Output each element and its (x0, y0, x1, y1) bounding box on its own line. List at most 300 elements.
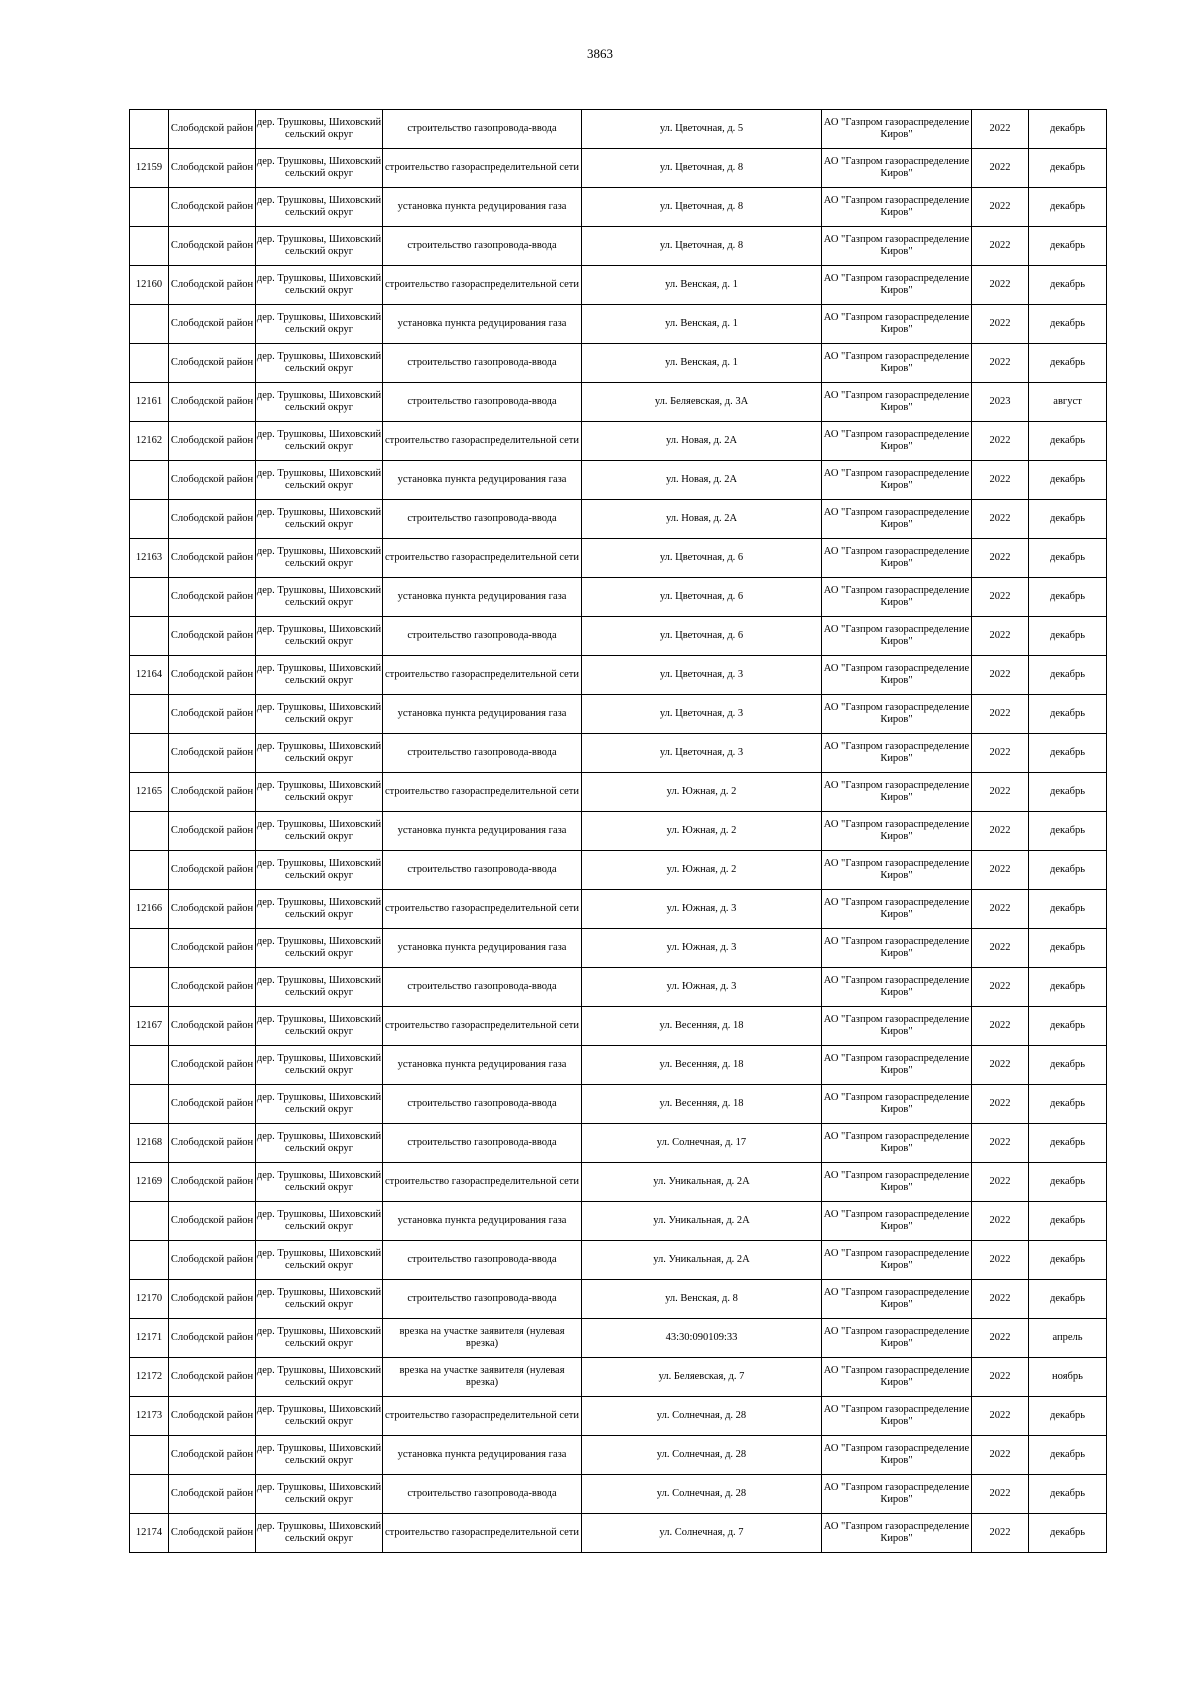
month-cell: декабрь (1029, 1163, 1107, 1202)
row-number: 12167 (130, 1007, 169, 1046)
settlement-cell: дер. Трушковы, Шиховский сельский округ (256, 929, 383, 968)
row-number: 12160 (130, 266, 169, 305)
row-number (130, 812, 169, 851)
district-cell: Слободской район (169, 1202, 256, 1241)
address-cell: ул. Новая, д. 2А (582, 500, 822, 539)
settlement-cell: дер. Трушковы, Шиховский сельский округ (256, 1514, 383, 1553)
work-type-cell: установка пункта редуцирования газа (383, 1436, 582, 1475)
table-row (130, 149, 1107, 188)
settlement-cell: дер. Трушковы, Шиховский сельский округ (256, 812, 383, 851)
row-number: 12162 (130, 422, 169, 461)
gasification-table (129, 109, 1107, 1553)
district-cell: Слободской район (169, 617, 256, 656)
row-number: 12163 (130, 539, 169, 578)
table-row (130, 1514, 1107, 1553)
address-cell: ул. Новая, д. 2А (582, 422, 822, 461)
address-cell: ул. Цветочная, д. 3 (582, 734, 822, 773)
year-cell: 2022 (972, 734, 1029, 773)
district-cell: Слободской район (169, 1397, 256, 1436)
work-type-cell: строительство газопровода-ввода (383, 383, 582, 422)
month-cell: декабрь (1029, 227, 1107, 266)
district-cell: Слободской район (169, 383, 256, 422)
work-type-cell: строительство газопровода-ввода (383, 1085, 582, 1124)
month-cell: декабрь (1029, 1397, 1107, 1436)
year-cell: 2022 (972, 110, 1029, 149)
year-cell: 2022 (972, 1514, 1029, 1553)
district-cell: Слободской район (169, 1436, 256, 1475)
settlement-cell: дер. Трушковы, Шиховский сельский округ (256, 890, 383, 929)
year-cell: 2022 (972, 227, 1029, 266)
organization-cell: АО "Газпром газораспределение Киров" (822, 1241, 972, 1280)
work-type-cell: строительство газопровода-ввода (383, 110, 582, 149)
district-cell: Слободской район (169, 1007, 256, 1046)
organization-cell: АО "Газпром газораспределение Киров" (822, 1358, 972, 1397)
row-number: 12165 (130, 773, 169, 812)
row-number (130, 1046, 169, 1085)
row-number: 12159 (130, 149, 169, 188)
organization-cell: АО "Газпром газораспределение Киров" (822, 266, 972, 305)
settlement-cell: дер. Трушковы, Шиховский сельский округ (256, 1046, 383, 1085)
month-cell: декабрь (1029, 1241, 1107, 1280)
district-cell: Слободской район (169, 812, 256, 851)
district-cell: Слободской район (169, 422, 256, 461)
address-cell: ул. Весенняя, д. 18 (582, 1046, 822, 1085)
address-cell: ул. Южная, д. 3 (582, 929, 822, 968)
district-cell: Слободской район (169, 929, 256, 968)
year-cell: 2022 (972, 1436, 1029, 1475)
settlement-cell: дер. Трушковы, Шиховский сельский округ (256, 1319, 383, 1358)
month-cell: декабрь (1029, 812, 1107, 851)
work-type-cell: строительство газопровода-ввода (383, 734, 582, 773)
row-number: 12172 (130, 1358, 169, 1397)
table-row (130, 1124, 1107, 1163)
organization-cell: АО "Газпром газораспределение Киров" (822, 305, 972, 344)
row-number (130, 1436, 169, 1475)
settlement-cell: дер. Трушковы, Шиховский сельский округ (256, 539, 383, 578)
row-number (130, 1085, 169, 1124)
settlement-cell: дер. Трушковы, Шиховский сельский округ (256, 1280, 383, 1319)
organization-cell: АО "Газпром газораспределение Киров" (822, 344, 972, 383)
organization-cell: АО "Газпром газораспределение Киров" (822, 383, 972, 422)
table-row (130, 110, 1107, 149)
table-row (130, 578, 1107, 617)
address-cell: ул. Цветочная, д. 5 (582, 110, 822, 149)
work-type-cell: строительство газораспределительной сети (383, 1397, 582, 1436)
table-row (130, 1436, 1107, 1475)
settlement-cell: дер. Трушковы, Шиховский сельский округ (256, 383, 383, 422)
row-number (130, 1241, 169, 1280)
district-cell: Слободской район (169, 773, 256, 812)
organization-cell: АО "Газпром газораспределение Киров" (822, 1124, 972, 1163)
work-type-cell: установка пункта редуцирования газа (383, 812, 582, 851)
organization-cell: АО "Газпром газораспределение Киров" (822, 500, 972, 539)
address-cell: ул. Цветочная, д. 8 (582, 227, 822, 266)
district-cell: Слободской район (169, 149, 256, 188)
month-cell: декабрь (1029, 422, 1107, 461)
table-row (130, 461, 1107, 500)
organization-cell: АО "Газпром газораспределение Киров" (822, 890, 972, 929)
year-cell: 2022 (972, 422, 1029, 461)
address-cell: ул. Венская, д. 8 (582, 1280, 822, 1319)
work-type-cell: строительство газораспределительной сети (383, 1007, 582, 1046)
organization-cell: АО "Газпром газораспределение Киров" (822, 812, 972, 851)
year-cell: 2022 (972, 266, 1029, 305)
work-type-cell: врезка на участке заявителя (нулевая врезка) (383, 1319, 582, 1358)
work-type-cell: установка пункта редуцирования газа (383, 188, 582, 227)
address-cell: ул. Беляевская, д. 7 (582, 1358, 822, 1397)
work-type-cell: установка пункта редуцирования газа (383, 578, 582, 617)
row-number: 12166 (130, 890, 169, 929)
year-cell: 2022 (972, 1280, 1029, 1319)
month-cell: ноябрь (1029, 1358, 1107, 1397)
district-cell: Слободской район (169, 1358, 256, 1397)
row-number (130, 344, 169, 383)
address-cell: ул. Уникальная, д. 2А (582, 1241, 822, 1280)
month-cell: декабрь (1029, 539, 1107, 578)
settlement-cell: дер. Трушковы, Шиховский сельский округ (256, 851, 383, 890)
settlement-cell: дер. Трушковы, Шиховский сельский округ (256, 1085, 383, 1124)
organization-cell: АО "Газпром газораспределение Киров" (822, 1475, 972, 1514)
row-number: 12174 (130, 1514, 169, 1553)
month-cell: декабрь (1029, 1124, 1107, 1163)
work-type-cell: строительство газораспределительной сети (383, 773, 582, 812)
settlement-cell: дер. Трушковы, Шиховский сельский округ (256, 968, 383, 1007)
row-number: 12170 (130, 1280, 169, 1319)
table-row (130, 422, 1107, 461)
month-cell: декабрь (1029, 1046, 1107, 1085)
table-row (130, 266, 1107, 305)
table-row (130, 305, 1107, 344)
district-cell: Слободской район (169, 1319, 256, 1358)
district-cell: Слободской район (169, 344, 256, 383)
year-cell: 2022 (972, 539, 1029, 578)
year-cell: 2022 (972, 773, 1029, 812)
month-cell: декабрь (1029, 344, 1107, 383)
organization-cell: АО "Газпром газораспределение Киров" (822, 695, 972, 734)
month-cell: декабрь (1029, 890, 1107, 929)
address-cell: ул. Южная, д. 2 (582, 812, 822, 851)
organization-cell: АО "Газпром газораспределение Киров" (822, 773, 972, 812)
work-type-cell: установка пункта редуцирования газа (383, 1046, 582, 1085)
table-row (130, 1163, 1107, 1202)
row-number (130, 851, 169, 890)
row-number (130, 305, 169, 344)
address-cell: ул. Уникальная, д. 2А (582, 1202, 822, 1241)
organization-cell: АО "Газпром газораспределение Киров" (822, 1436, 972, 1475)
organization-cell: АО "Газпром газораспределение Киров" (822, 578, 972, 617)
year-cell: 2022 (972, 890, 1029, 929)
work-type-cell: строительство газораспределительной сети (383, 539, 582, 578)
table-row (130, 1241, 1107, 1280)
row-number (130, 1202, 169, 1241)
work-type-cell: установка пункта редуцирования газа (383, 929, 582, 968)
row-number: 12161 (130, 383, 169, 422)
district-cell: Слободской район (169, 305, 256, 344)
district-cell: Слободской район (169, 1046, 256, 1085)
organization-cell: АО "Газпром газораспределение Киров" (822, 968, 972, 1007)
table-row (130, 773, 1107, 812)
year-cell: 2022 (972, 149, 1029, 188)
month-cell: декабрь (1029, 149, 1107, 188)
work-type-cell: строительство газопровода-ввода (383, 617, 582, 656)
organization-cell: АО "Газпром газораспределение Киров" (822, 1280, 972, 1319)
table-row (130, 1397, 1107, 1436)
settlement-cell: дер. Трушковы, Шиховский сельский округ (256, 617, 383, 656)
address-cell: ул. Солнечная, д. 7 (582, 1514, 822, 1553)
month-cell: декабрь (1029, 617, 1107, 656)
settlement-cell: дер. Трушковы, Шиховский сельский округ (256, 344, 383, 383)
row-number (130, 968, 169, 1007)
row-number (130, 695, 169, 734)
district-cell: Слободской район (169, 1241, 256, 1280)
address-cell: ул. Венская, д. 1 (582, 266, 822, 305)
organization-cell: АО "Газпром газораспределение Киров" (822, 1046, 972, 1085)
settlement-cell: дер. Трушковы, Шиховский сельский округ (256, 227, 383, 266)
organization-cell: АО "Газпром газораспределение Киров" (822, 1163, 972, 1202)
table-row (130, 851, 1107, 890)
district-cell: Слободской район (169, 1280, 256, 1319)
address-cell: ул. Солнечная, д. 28 (582, 1436, 822, 1475)
work-type-cell: установка пункта редуцирования газа (383, 461, 582, 500)
district-cell: Слободской район (169, 1163, 256, 1202)
month-cell: декабрь (1029, 1202, 1107, 1241)
address-cell: ул. Южная, д. 2 (582, 773, 822, 812)
address-cell: ул. Цветочная, д. 8 (582, 149, 822, 188)
address-cell: ул. Цветочная, д. 6 (582, 578, 822, 617)
year-cell: 2022 (972, 1163, 1029, 1202)
work-type-cell: строительство газораспределительной сети (383, 890, 582, 929)
row-number: 12168 (130, 1124, 169, 1163)
district-cell: Слободской район (169, 1475, 256, 1514)
settlement-cell: дер. Трушковы, Шиховский сельский округ (256, 1007, 383, 1046)
organization-cell: АО "Газпром газораспределение Киров" (822, 734, 972, 773)
work-type-cell: строительство газопровода-ввода (383, 500, 582, 539)
settlement-cell: дер. Трушковы, Шиховский сельский округ (256, 149, 383, 188)
table-row (130, 890, 1107, 929)
district-cell: Слободской район (169, 1514, 256, 1553)
month-cell: декабрь (1029, 461, 1107, 500)
settlement-cell: дер. Трушковы, Шиховский сельский округ (256, 578, 383, 617)
organization-cell: АО "Газпром газораспределение Киров" (822, 851, 972, 890)
table-row (130, 929, 1107, 968)
address-cell: ул. Беляевская, д. 3А (582, 383, 822, 422)
district-cell: Слободской район (169, 1085, 256, 1124)
district-cell: Слободской район (169, 461, 256, 500)
year-cell: 2022 (972, 656, 1029, 695)
year-cell: 2023 (972, 383, 1029, 422)
work-type-cell: врезка на участке заявителя (нулевая врезка) (383, 1358, 582, 1397)
organization-cell: АО "Газпром газораспределение Киров" (822, 1085, 972, 1124)
address-cell: ул. Цветочная, д. 3 (582, 695, 822, 734)
year-cell: 2022 (972, 578, 1029, 617)
settlement-cell: дер. Трушковы, Шиховский сельский округ (256, 305, 383, 344)
address-cell: ул. Весенняя, д. 18 (582, 1085, 822, 1124)
row-number: 12164 (130, 656, 169, 695)
address-cell: 43:30:090109:33 (582, 1319, 822, 1358)
table-row (130, 1319, 1107, 1358)
year-cell: 2022 (972, 617, 1029, 656)
settlement-cell: дер. Трушковы, Шиховский сельский округ (256, 422, 383, 461)
year-cell: 2022 (972, 812, 1029, 851)
work-type-cell: установка пункта редуцирования газа (383, 695, 582, 734)
month-cell: декабрь (1029, 1280, 1107, 1319)
year-cell: 2022 (972, 1241, 1029, 1280)
district-cell: Слободской район (169, 266, 256, 305)
row-number (130, 227, 169, 266)
table-row (130, 1280, 1107, 1319)
year-cell: 2022 (972, 929, 1029, 968)
work-type-cell: строительство газопровода-ввода (383, 227, 582, 266)
work-type-cell: установка пункта редуцирования газа (383, 1202, 582, 1241)
settlement-cell: дер. Трушковы, Шиховский сельский округ (256, 1241, 383, 1280)
address-cell: ул. Венская, д. 1 (582, 305, 822, 344)
table-row (130, 812, 1107, 851)
table-row (130, 539, 1107, 578)
settlement-cell: дер. Трушковы, Шиховский сельский округ (256, 656, 383, 695)
row-number (130, 500, 169, 539)
settlement-cell: дер. Трушковы, Шиховский сельский округ (256, 110, 383, 149)
address-cell: ул. Цветочная, д. 8 (582, 188, 822, 227)
organization-cell: АО "Газпром газораспределение Киров" (822, 188, 972, 227)
work-type-cell: строительство газораспределительной сети (383, 149, 582, 188)
work-type-cell: строительство газораспределительной сети (383, 1163, 582, 1202)
organization-cell: АО "Газпром газораспределение Киров" (822, 539, 972, 578)
address-cell: ул. Весенняя, д. 18 (582, 1007, 822, 1046)
work-type-cell: строительство газопровода-ввода (383, 1124, 582, 1163)
year-cell: 2022 (972, 1007, 1029, 1046)
year-cell: 2022 (972, 188, 1029, 227)
address-cell: ул. Уникальная, д. 2А (582, 1163, 822, 1202)
organization-cell: АО "Газпром газораспределение Киров" (822, 461, 972, 500)
settlement-cell: дер. Трушковы, Шиховский сельский округ (256, 266, 383, 305)
table-row (130, 500, 1107, 539)
address-cell: ул. Новая, д. 2А (582, 461, 822, 500)
settlement-cell: дер. Трушковы, Шиховский сельский округ (256, 188, 383, 227)
table-body (130, 110, 1107, 1553)
organization-cell: АО "Газпром газораспределение Киров" (822, 929, 972, 968)
table-row (130, 734, 1107, 773)
address-cell: ул. Цветочная, д. 3 (582, 656, 822, 695)
month-cell: декабрь (1029, 695, 1107, 734)
row-number (130, 461, 169, 500)
address-cell: ул. Солнечная, д. 28 (582, 1475, 822, 1514)
year-cell: 2022 (972, 461, 1029, 500)
settlement-cell: дер. Трушковы, Шиховский сельский округ (256, 1475, 383, 1514)
district-cell: Слободской район (169, 890, 256, 929)
work-type-cell: строительство газопровода-ввода (383, 851, 582, 890)
address-cell: ул. Южная, д. 3 (582, 890, 822, 929)
district-cell: Слободской район (169, 968, 256, 1007)
work-type-cell: строительство газопровода-ввода (383, 1475, 582, 1514)
page-number: 3863 (587, 46, 613, 61)
table-row (130, 188, 1107, 227)
row-number (130, 1475, 169, 1514)
table-row (130, 1358, 1107, 1397)
year-cell: 2022 (972, 851, 1029, 890)
settlement-cell: дер. Трушковы, Шиховский сельский округ (256, 734, 383, 773)
month-cell: декабрь (1029, 188, 1107, 227)
organization-cell: АО "Газпром газораспределение Киров" (822, 1319, 972, 1358)
year-cell: 2022 (972, 344, 1029, 383)
month-cell: декабрь (1029, 1085, 1107, 1124)
settlement-cell: дер. Трушковы, Шиховский сельский округ (256, 1397, 383, 1436)
organization-cell: АО "Газпром газораспределение Киров" (822, 1202, 972, 1241)
month-cell: декабрь (1029, 656, 1107, 695)
address-cell: ул. Южная, д. 2 (582, 851, 822, 890)
district-cell: Слободской район (169, 500, 256, 539)
year-cell: 2022 (972, 1319, 1029, 1358)
row-number: 12169 (130, 1163, 169, 1202)
work-type-cell: установка пункта редуцирования газа (383, 305, 582, 344)
row-number (130, 110, 169, 149)
table-row (130, 1475, 1107, 1514)
address-cell: ул. Солнечная, д. 17 (582, 1124, 822, 1163)
organization-cell: АО "Газпром газораспределение Киров" (822, 110, 972, 149)
work-type-cell: строительство газораспределительной сети (383, 1514, 582, 1553)
work-type-cell: строительство газопровода-ввода (383, 968, 582, 1007)
month-cell: декабрь (1029, 1514, 1107, 1553)
year-cell: 2022 (972, 305, 1029, 344)
district-cell: Слободской район (169, 734, 256, 773)
row-number (130, 578, 169, 617)
table-row (130, 968, 1107, 1007)
organization-cell: АО "Газпром газораспределение Киров" (822, 1397, 972, 1436)
month-cell: декабрь (1029, 1475, 1107, 1514)
row-number (130, 734, 169, 773)
district-cell: Слободской район (169, 1124, 256, 1163)
table-row (130, 1046, 1107, 1085)
month-cell: декабрь (1029, 968, 1107, 1007)
month-cell: декабрь (1029, 305, 1107, 344)
district-cell: Слободской район (169, 110, 256, 149)
district-cell: Слободской район (169, 188, 256, 227)
table-row (130, 383, 1107, 422)
year-cell: 2022 (972, 968, 1029, 1007)
address-cell: ул. Цветочная, д. 6 (582, 617, 822, 656)
table-row (130, 227, 1107, 266)
organization-cell: АО "Газпром газораспределение Киров" (822, 656, 972, 695)
row-number: 12173 (130, 1397, 169, 1436)
year-cell: 2022 (972, 1046, 1029, 1085)
settlement-cell: дер. Трушковы, Шиховский сельский округ (256, 695, 383, 734)
work-type-cell: строительство газораспределительной сети (383, 656, 582, 695)
organization-cell: АО "Газпром газораспределение Киров" (822, 149, 972, 188)
month-cell: декабрь (1029, 851, 1107, 890)
year-cell: 2022 (972, 1397, 1029, 1436)
settlement-cell: дер. Трушковы, Шиховский сельский округ (256, 1163, 383, 1202)
settlement-cell: дер. Трушковы, Шиховский сельский округ (256, 500, 383, 539)
work-type-cell: строительство газораспределительной сети (383, 266, 582, 305)
work-type-cell: строительство газопровода-ввода (383, 1241, 582, 1280)
district-cell: Слободской район (169, 851, 256, 890)
month-cell: декабрь (1029, 1007, 1107, 1046)
settlement-cell: дер. Трушковы, Шиховский сельский округ (256, 1358, 383, 1397)
year-cell: 2022 (972, 1202, 1029, 1241)
row-number (130, 617, 169, 656)
district-cell: Слободской район (169, 578, 256, 617)
table-row (130, 695, 1107, 734)
district-cell: Слободской район (169, 227, 256, 266)
year-cell: 2022 (972, 1085, 1029, 1124)
table-row (130, 1007, 1107, 1046)
address-cell: ул. Солнечная, д. 28 (582, 1397, 822, 1436)
district-cell: Слободской район (169, 539, 256, 578)
address-cell: ул. Цветочная, д. 6 (582, 539, 822, 578)
month-cell: декабрь (1029, 773, 1107, 812)
address-cell: ул. Венская, д. 1 (582, 344, 822, 383)
month-cell: декабрь (1029, 929, 1107, 968)
year-cell: 2022 (972, 1358, 1029, 1397)
